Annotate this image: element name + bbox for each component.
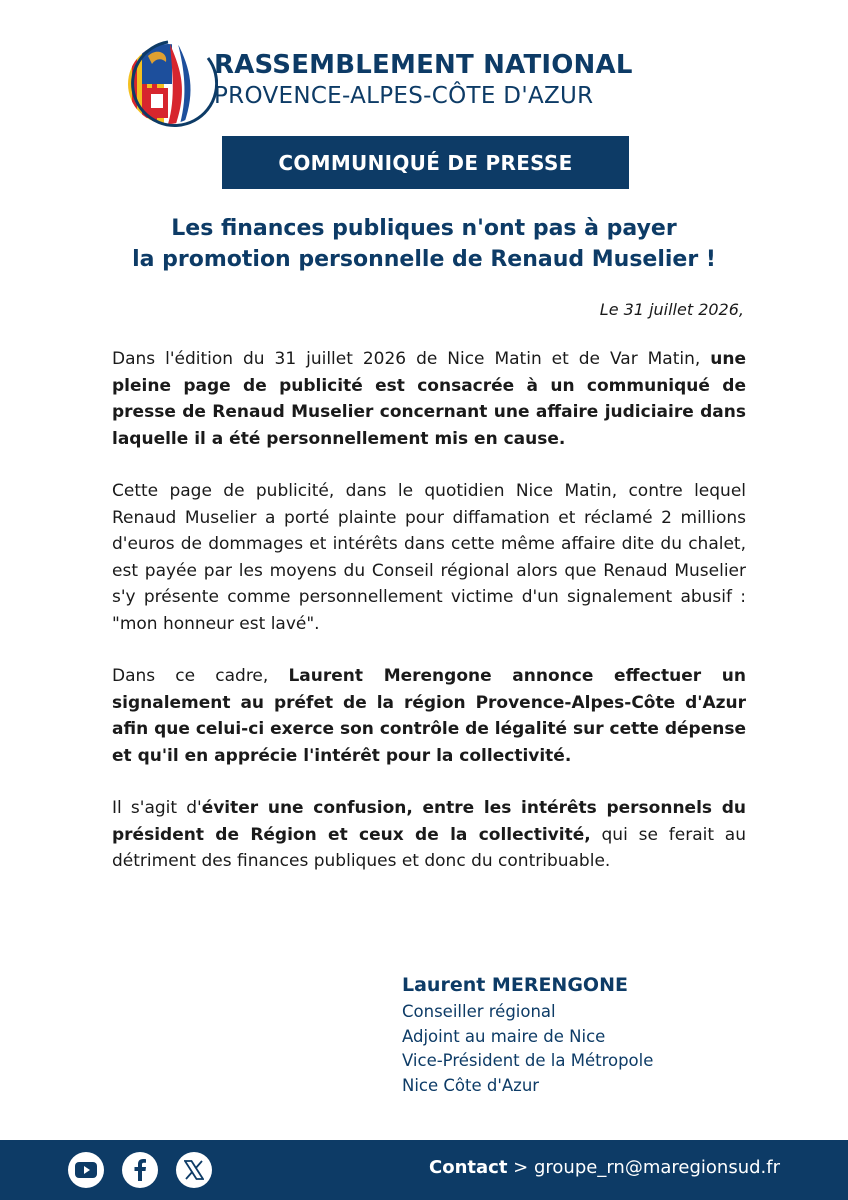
x-icon[interactable] (176, 1152, 212, 1188)
signatory-title: Adjoint au maire de Nice (402, 1026, 606, 1046)
contact-label: Contact (429, 1157, 508, 1178)
p1-bold: une pleine page de publicité est consacrée à un communiqué de presse de Renaud Muselier concernant une affaire judiciaire dans laquelle il a été personnellement mis en cause. (112, 349, 746, 449)
rn-paca-logo-icon (118, 28, 218, 140)
headline (60, 213, 788, 275)
p3-normal: Dans ce cadre, (112, 666, 289, 686)
p4-bold: éviter une confusion, entre les intérêts personnels du président de Région et ceux de la collectivité, (112, 798, 746, 845)
headline-line-1: Les finances publiques n'ont pas à payer (171, 216, 677, 241)
youtube-icon[interactable] (68, 1152, 104, 1188)
paragraph-4 (112, 795, 746, 875)
facebook-icon[interactable] (122, 1152, 158, 1188)
paragraph-3 (112, 663, 746, 769)
release-date: Le 31 juillet 2026, (599, 300, 744, 319)
p3-bold: Laurent Merengone annonce effectuer un signalement au préfet de la région Provence-Alpes-Côte d'Azur afin que celui-ci exerce son contrôle de légalité sur cette dépense et qu'il en apprécie l'intérêt pour la collectivité. (112, 666, 746, 766)
org-name: RASSEMBLEMENT NATIONAL (214, 50, 633, 80)
signatory-title: Vice-Président de la Métropole (402, 1051, 654, 1070)
p4-normal-a: Il s'agit d' (112, 798, 202, 818)
signatory-name: Laurent MERENGONE (402, 974, 628, 996)
signatory-title: Conseiller régional (402, 1002, 556, 1021)
p4-normal-b: qui se ferait au détriment des finances publiques et donc du contribuable. (112, 824, 747, 871)
signature-block (402, 974, 762, 1098)
press-release-banner: COMMUNIQUÉ DE PRESSE (222, 136, 629, 189)
p1-normal: Dans l'édition du 31 juillet 2026 de Nice Matin et de Var Matin, (112, 349, 711, 369)
signatory-title: Nice Côte d'Azur (402, 1075, 540, 1095)
contact-email[interactable]: groupe_rn@maregionsud.fr (533, 1157, 780, 1178)
org-region: PROVENCE-ALPES-CÔTE D'AZUR (214, 83, 594, 109)
contact-separator: > (507, 1157, 534, 1178)
paragraph-1 (112, 346, 746, 452)
body-text (112, 346, 746, 901)
contact-info (429, 1157, 780, 1178)
footer-bar (0, 1140, 848, 1200)
paragraph-2: Cette page de publicité, dans le quotidien Nice Matin, contre lequel Renaud Muselier a porté plainte pour diffamation et réclamé 2 millions d'euros de dommages et intérêts dans cette même affaire dite du chalet, est payée par les moyens du Conseil régional alors que Renaud Muselier s'y présente comme personnellement victime d'un signalement abusif : "mon honneur est lavé". (112, 481, 746, 634)
headline-line-2: la promotion personnelle de Renaud Muselier ! (132, 247, 716, 272)
